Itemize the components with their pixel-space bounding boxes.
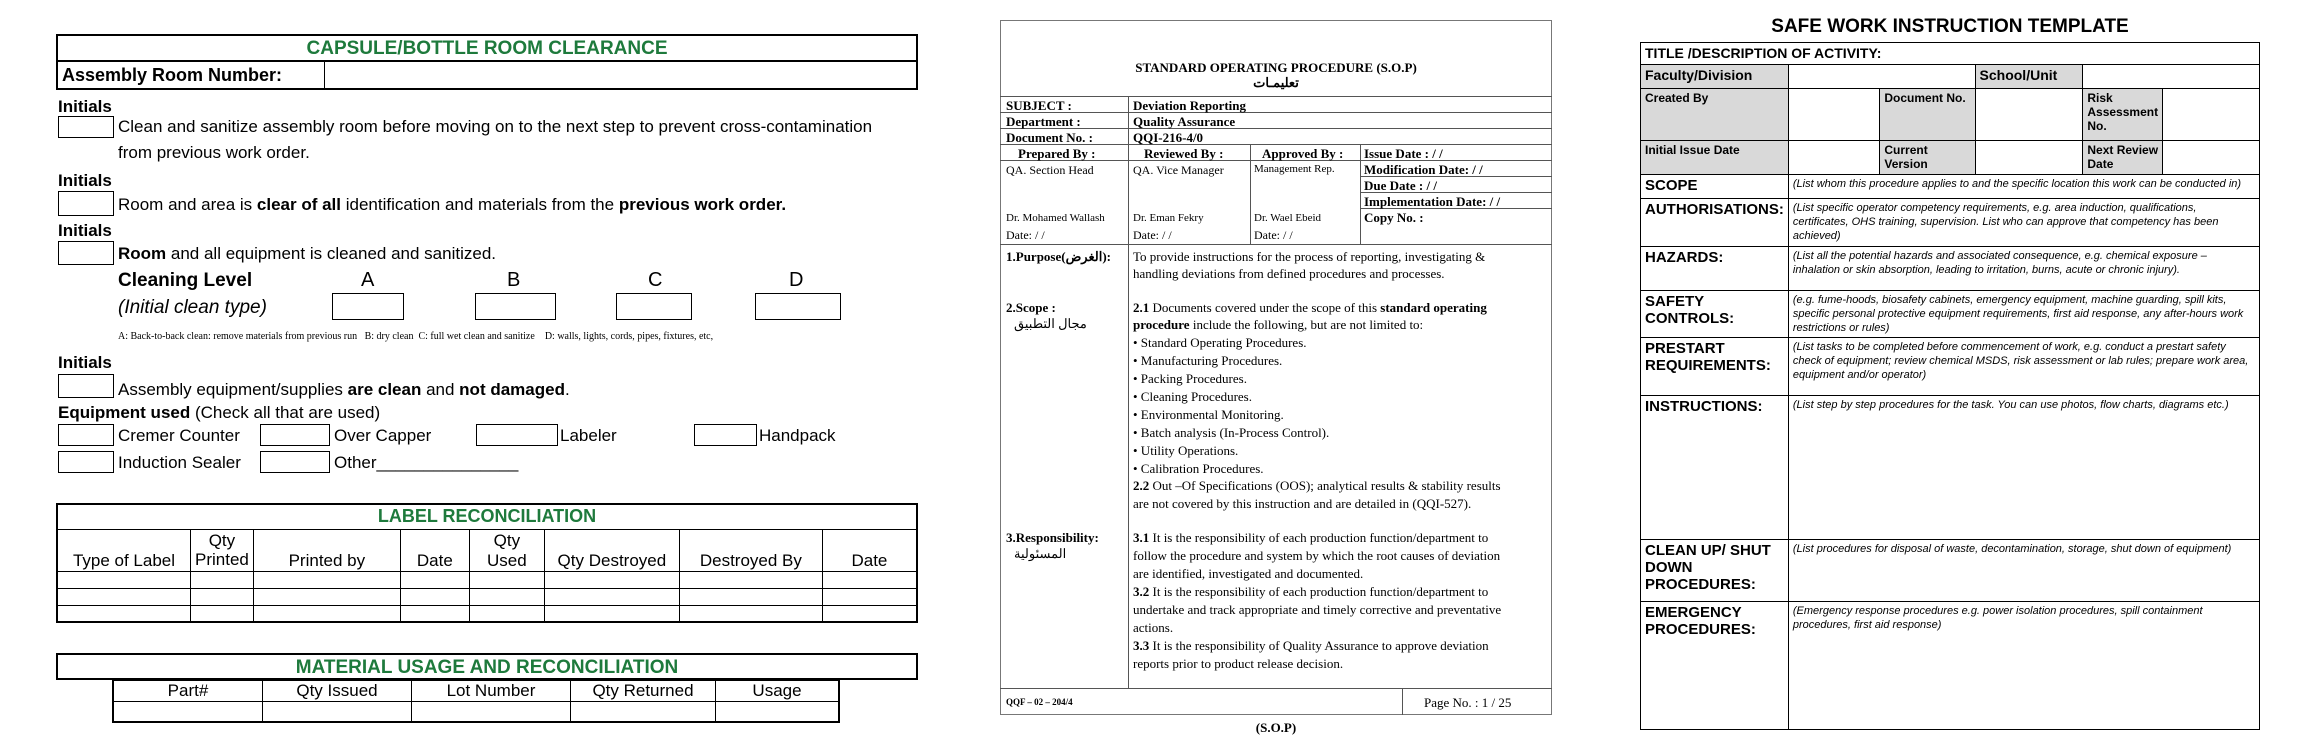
- equipment-cleaned-instruction: [118, 244, 496, 264]
- scope-21-line2: [1133, 317, 1423, 333]
- rev-role: QA. Vice Manager: [1133, 163, 1224, 177]
- resp-32-line3: actions.: [1133, 620, 1174, 635]
- label-reconciliation-table: [56, 503, 918, 623]
- purpose-label-ar: (الغرض):: [1061, 249, 1111, 264]
- cleaning-level-notes: [118, 331, 713, 342]
- footer-code: QQF – 02 – 204/4: [1006, 697, 1073, 707]
- level-b-label: B: [507, 269, 521, 291]
- scope-label: 2.Scope :: [1006, 300, 1056, 315]
- over-capper-label: Over Capper: [334, 426, 432, 445]
- supplies-text-b: are clean: [347, 380, 422, 399]
- resp-31-line1: [1133, 530, 1488, 546]
- current-version-field[interactable]: [1975, 141, 2083, 175]
- section-desc-safety-controls[interactable]: (e.g. fume-hoods, biosafety cabinets, emergency equipment, machine guarding, spill kits, specific personal protective equipment requirements, first aid response, any after-hours work restrictions or rules): [1788, 291, 2259, 338]
- section-label-cleanup: CLEAN UP/ SHUT DOWN PROCEDURES:: [1641, 540, 1789, 602]
- subject-value: Deviation Reporting: [1133, 98, 1247, 113]
- col-qty-issued: Qty Issued: [263, 681, 412, 702]
- section-label-scope: SCOPE: [1641, 175, 1789, 199]
- prep-name: Dr. Mohamed Wallash: [1006, 212, 1105, 224]
- docno-label: Document No. :: [1006, 130, 1094, 145]
- scope-21-num: 2.1: [1133, 300, 1150, 315]
- section-label-safety-controls: SAFETY CONTROLS:: [1641, 291, 1789, 338]
- prepared-by-label: Prepared By :: [1018, 146, 1096, 161]
- section-desc-emergency[interactable]: (Emergency response procedures e.g. power isolation procedures, spill containment procedures, first aid response): [1788, 602, 2259, 730]
- created-by-field[interactable]: [1788, 89, 1879, 141]
- capsule-clearance-title: CAPSULE/BOTTLE ROOM CLEARANCE: [56, 34, 918, 62]
- scope-item: • Cleaning Procedures.: [1133, 389, 1252, 404]
- level-note-c: C: full wet clean and sanitize: [418, 331, 535, 342]
- department-value: Quality Assurance: [1133, 114, 1236, 129]
- section-desc-scope[interactable]: (List whom this procedure applies to and the specific location this work can be conducted in): [1788, 175, 2259, 199]
- col-lot-number: Lot Number: [412, 681, 571, 702]
- equipment-cleaned-text-a: Room: [118, 244, 167, 263]
- document-no-label: Document No.: [1880, 89, 1975, 141]
- col-qty-used: Qty Used: [469, 529, 544, 571]
- scope-item: • Packing Procedures.: [1133, 371, 1247, 386]
- document-no-field[interactable]: [1975, 89, 2083, 141]
- issue-date-label: Issue Date : / /: [1364, 146, 1443, 161]
- resp-32-num: 3.2: [1133, 584, 1150, 599]
- risk-assessment-field[interactable]: [2163, 89, 2260, 141]
- scope-21-bold: standard operating: [1380, 300, 1487, 315]
- col-date: Date: [400, 529, 469, 571]
- initials-box-2[interactable]: [58, 191, 114, 216]
- resp-31-line2: follow the procedure and system by which the root causes of deviation: [1133, 548, 1501, 563]
- col-printed-by: Printed by: [253, 529, 400, 571]
- initials-label-2: Initials: [58, 171, 112, 190]
- supplies-text-a: Assembly equipment/supplies: [118, 380, 348, 399]
- scope-22-num: 2.2: [1133, 478, 1150, 493]
- footer-sop: (S.O.P): [1255, 720, 1297, 735]
- labeler-label: Labeler: [560, 426, 617, 445]
- handpack-checkbox[interactable]: [694, 424, 757, 446]
- created-by-label: Created By: [1641, 89, 1789, 141]
- resp-31-line3: are identified, investigated and documented.: [1133, 566, 1364, 581]
- section-label-emergency: EMERGENCY PROCEDURES:: [1641, 602, 1789, 730]
- resp-33-line2: reports prior to product release decision.: [1133, 656, 1344, 671]
- assembly-room-label: Assembly Room Number:: [62, 65, 283, 85]
- supplies-text-e: .: [564, 380, 570, 399]
- resp-32-line2: undertake and track appropriate and timely corrective and preventative: [1133, 602, 1502, 617]
- next-review-field[interactable]: [2163, 141, 2260, 175]
- subject-label: SUBJECT :: [1006, 98, 1072, 113]
- induction-sealer-checkbox[interactable]: [58, 451, 114, 473]
- table-row: [113, 702, 839, 722]
- initial-issue-label: Initial Issue Date: [1641, 141, 1789, 175]
- swi-table: [1640, 42, 2260, 730]
- scope-22-line2: are not covered by this instruction and are detailed in (QQI-527).: [1133, 496, 1472, 511]
- room-clear-text-a: Room and area is: [118, 195, 257, 214]
- sop-arabic-title: تعليمـات: [1253, 75, 1299, 90]
- divider: [324, 62, 325, 88]
- swi-title: SAFE WORK INSTRUCTION TEMPLATE: [1771, 16, 2129, 37]
- initials-box-4[interactable]: [58, 374, 114, 398]
- section-label-authorisations: AUTHORISATIONS:: [1641, 199, 1789, 247]
- scope-label-ar: مجال التطبيق: [1014, 316, 1087, 331]
- app-role: Management Rep.: [1254, 163, 1335, 175]
- scope-21-text: Documents covered under the scope of this: [1149, 300, 1381, 315]
- table-row: [57, 588, 917, 605]
- level-c-box[interactable]: [616, 293, 692, 320]
- initials-box-1[interactable]: [58, 116, 114, 138]
- col-destroyed-by: Destroyed By: [679, 529, 822, 571]
- room-clear-text-d: previous work order.: [618, 195, 787, 214]
- labeler-checkbox[interactable]: [476, 424, 558, 446]
- resp-33-line1: [1133, 638, 1489, 654]
- cremer-counter-checkbox[interactable]: [58, 424, 114, 446]
- col-date-2: Date: [822, 529, 917, 571]
- scope-item: • Utility Operations.: [1133, 443, 1239, 458]
- label-reconciliation-title: LABEL RECONCILIATION: [57, 504, 917, 529]
- scope-item: • Manufacturing Procedures.: [1133, 353, 1283, 368]
- initials-label-4: Initials: [58, 353, 112, 372]
- sop-document: [1000, 20, 1552, 735]
- responsibility-label-ar: المسئولية: [1014, 546, 1067, 561]
- faculty-label: Faculty/Division: [1641, 65, 1789, 89]
- school-field[interactable]: [2083, 65, 2260, 89]
- section-desc-prestart[interactable]: (List tasks to be completed before commencement of work, e.g. conduct a prestart safety check of equipment; review chemical MSDS, risk assessment or lab rules; prepare work area, equipment and/or operator): [1788, 338, 2259, 396]
- level-d-box[interactable]: [755, 293, 841, 320]
- level-note-d: D: walls, lights, cords, pipes, fixtures, etc,: [544, 331, 714, 342]
- equipment-used-label: Equipment used: [58, 403, 191, 422]
- material-usage-table: [112, 680, 840, 723]
- scope-21-rest: include the following, but are not limited to:: [1189, 317, 1424, 332]
- current-version-label: Current Version: [1880, 141, 1975, 175]
- equipment-cleaned-text-b: and all equipment is cleaned and sanitized.: [166, 244, 497, 263]
- reviewed-by-label: Reviewed By :: [1144, 146, 1224, 161]
- resp-33-text: It is the responsibility of Quality Assurance to approve deviation: [1149, 638, 1489, 653]
- clean-instruction-line1: Clean and sanitize assembly room before moving on to the next step to prevent cross-contamination: [118, 117, 873, 136]
- initial-issue-field[interactable]: [1788, 141, 1879, 175]
- material-usage-title: MATERIAL USAGE AND RECONCILIATION: [56, 653, 918, 680]
- scope-item: • Calibration Procedures.: [1133, 461, 1264, 476]
- room-clear-text-b: clear of all: [256, 195, 342, 214]
- cremer-counter-label: Cremer Counter: [118, 426, 240, 445]
- resp-31-text: It is the responsibility of each production function/department to: [1149, 530, 1489, 545]
- rev-date: Date: / /: [1133, 228, 1172, 242]
- cleaning-level-label: Cleaning Level: [118, 270, 253, 291]
- school-label: School/Unit: [1975, 65, 2083, 89]
- resp-31-num: 3.1: [1133, 530, 1150, 545]
- initials-label-3: Initials: [58, 221, 112, 240]
- assembly-room-row: [56, 62, 918, 90]
- initials-label-1: Initials: [58, 97, 112, 116]
- page-number: Page No. : 1 / 25: [1424, 695, 1512, 710]
- purpose-label: [1006, 249, 1111, 265]
- room-clear-text-c: identification and materials from the: [341, 195, 619, 214]
- department-label: Department :: [1006, 114, 1081, 129]
- section-desc-instructions[interactable]: (List step by step procedures for the task. You can use photos, flow charts, diagrams etc.): [1788, 396, 2259, 540]
- clean-instruction-line2: from previous work order.: [118, 143, 310, 162]
- due-date-label: Due Date : / /: [1364, 178, 1437, 193]
- copy-no-label: Copy No. :: [1364, 210, 1424, 225]
- section-desc-authorisations[interactable]: (List specific operator competency requirements, e.g. area induction, qualifications, certificates, OHS training, supervision. List who can approve that competency has been achieved): [1788, 199, 2259, 247]
- responsibility-label: 3.Responsibility:: [1006, 530, 1099, 545]
- level-a-label: A: [361, 269, 375, 291]
- scope-item: • Standard Operating Procedures.: [1133, 335, 1307, 350]
- col-type-of-label: Type of Label: [57, 529, 191, 571]
- scope-item: • Batch analysis (In-Process Control).: [1133, 425, 1330, 440]
- app-name: Dr. Wael Ebeid: [1254, 212, 1322, 224]
- level-b-box[interactable]: [475, 293, 556, 320]
- col-usage: Usage: [716, 681, 840, 702]
- sop-title: STANDARD OPERATING PROCEDURE (S.O.P): [1135, 60, 1417, 75]
- over-capper-checkbox[interactable]: [260, 424, 330, 446]
- supplies-text-c: and: [421, 380, 460, 399]
- scope-22-line1: [1133, 478, 1501, 494]
- induction-sealer-label: Induction Sealer: [118, 453, 241, 472]
- level-c-label: C: [648, 269, 663, 291]
- modification-date-label: Modification Date: / /: [1364, 162, 1483, 177]
- resp-32-text: It is the responsibility of each production function/department to: [1149, 584, 1489, 599]
- section-label-prestart: PRESTART REQUIREMENTS:: [1641, 338, 1789, 396]
- supplies-instruction: [118, 380, 570, 400]
- initials-box-3[interactable]: [58, 241, 114, 265]
- next-review-label: Next Review Date: [2083, 141, 2163, 175]
- prep-date: Date: / /: [1006, 228, 1045, 242]
- other-checkbox[interactable]: [260, 451, 330, 473]
- col-qty-returned: Qty Returned: [571, 681, 716, 702]
- table-row: [57, 605, 917, 622]
- col-qty-destroyed: Qty Destroyed: [544, 529, 679, 571]
- level-d-label: D: [789, 269, 804, 291]
- resp-32-line1: [1133, 584, 1488, 600]
- app-date: Date: / /: [1254, 228, 1293, 242]
- other-label: Other_______________: [334, 453, 519, 472]
- purpose-label-en: 1.Purpose: [1006, 249, 1062, 264]
- resp-33-num: 3.3: [1133, 638, 1150, 653]
- col-qty-printed: Qty Printed: [191, 529, 254, 571]
- risk-assessment-label: Risk Assessment No.: [2083, 89, 2163, 141]
- purpose-line2: handling deviations from defined procedures and processes.: [1133, 266, 1445, 281]
- implementation-date-label: Implementation Date: / /: [1364, 194, 1501, 209]
- level-note-a: A: Back-to-back clean: remove materials from previous run: [118, 331, 358, 342]
- section-desc-cleanup[interactable]: (List procedures for disposal of waste, decontamination, storage, shut down of equipment): [1788, 540, 2259, 602]
- col-part: Part#: [113, 681, 263, 702]
- scope-21-line1: [1133, 300, 1487, 316]
- level-a-box[interactable]: [332, 293, 404, 320]
- rev-name: Dr. Eman Fekry: [1133, 212, 1204, 224]
- approved-by-label: Approved By :: [1262, 146, 1344, 161]
- equipment-used-heading: [58, 403, 380, 423]
- check-all-label: (Check all that are used): [190, 403, 381, 422]
- scope-22-text: Out –Of Specifications (OOS); analytical results & stability results: [1149, 478, 1501, 493]
- prep-role: QA. Section Head: [1006, 163, 1094, 177]
- assembly-room-number-field[interactable]: [328, 64, 914, 86]
- scope-item: • Environmental Monitoring.: [1133, 407, 1284, 422]
- handpack-label: Handpack: [759, 426, 836, 445]
- room-clear-instruction: [118, 195, 786, 215]
- faculty-field[interactable]: [1788, 65, 1975, 89]
- supplies-text-d: not damaged: [459, 380, 565, 399]
- docno-value: QQI-216-4/0: [1133, 130, 1204, 145]
- level-note-b: B: dry clean: [364, 331, 414, 342]
- table-row: [57, 571, 917, 588]
- section-desc-hazards[interactable]: (List all the potential hazards and associated consequence, e.g. chemical exposure – inhalation or skin absorption, leading to irritation, burns, acute or chronic injury).: [1788, 247, 2259, 291]
- section-label-instructions: INSTRUCTIONS:: [1641, 396, 1789, 540]
- activity-label: TITLE /DESCRIPTION OF ACTIVITY:: [1641, 43, 2260, 65]
- scope-21-procedure: procedure: [1133, 317, 1190, 332]
- section-label-hazards: HAZARDS:: [1641, 247, 1789, 291]
- initial-clean-type-label: (Initial clean type): [118, 297, 267, 318]
- purpose-line1: To provide instructions for the process of reporting, investigating &: [1133, 249, 1486, 264]
